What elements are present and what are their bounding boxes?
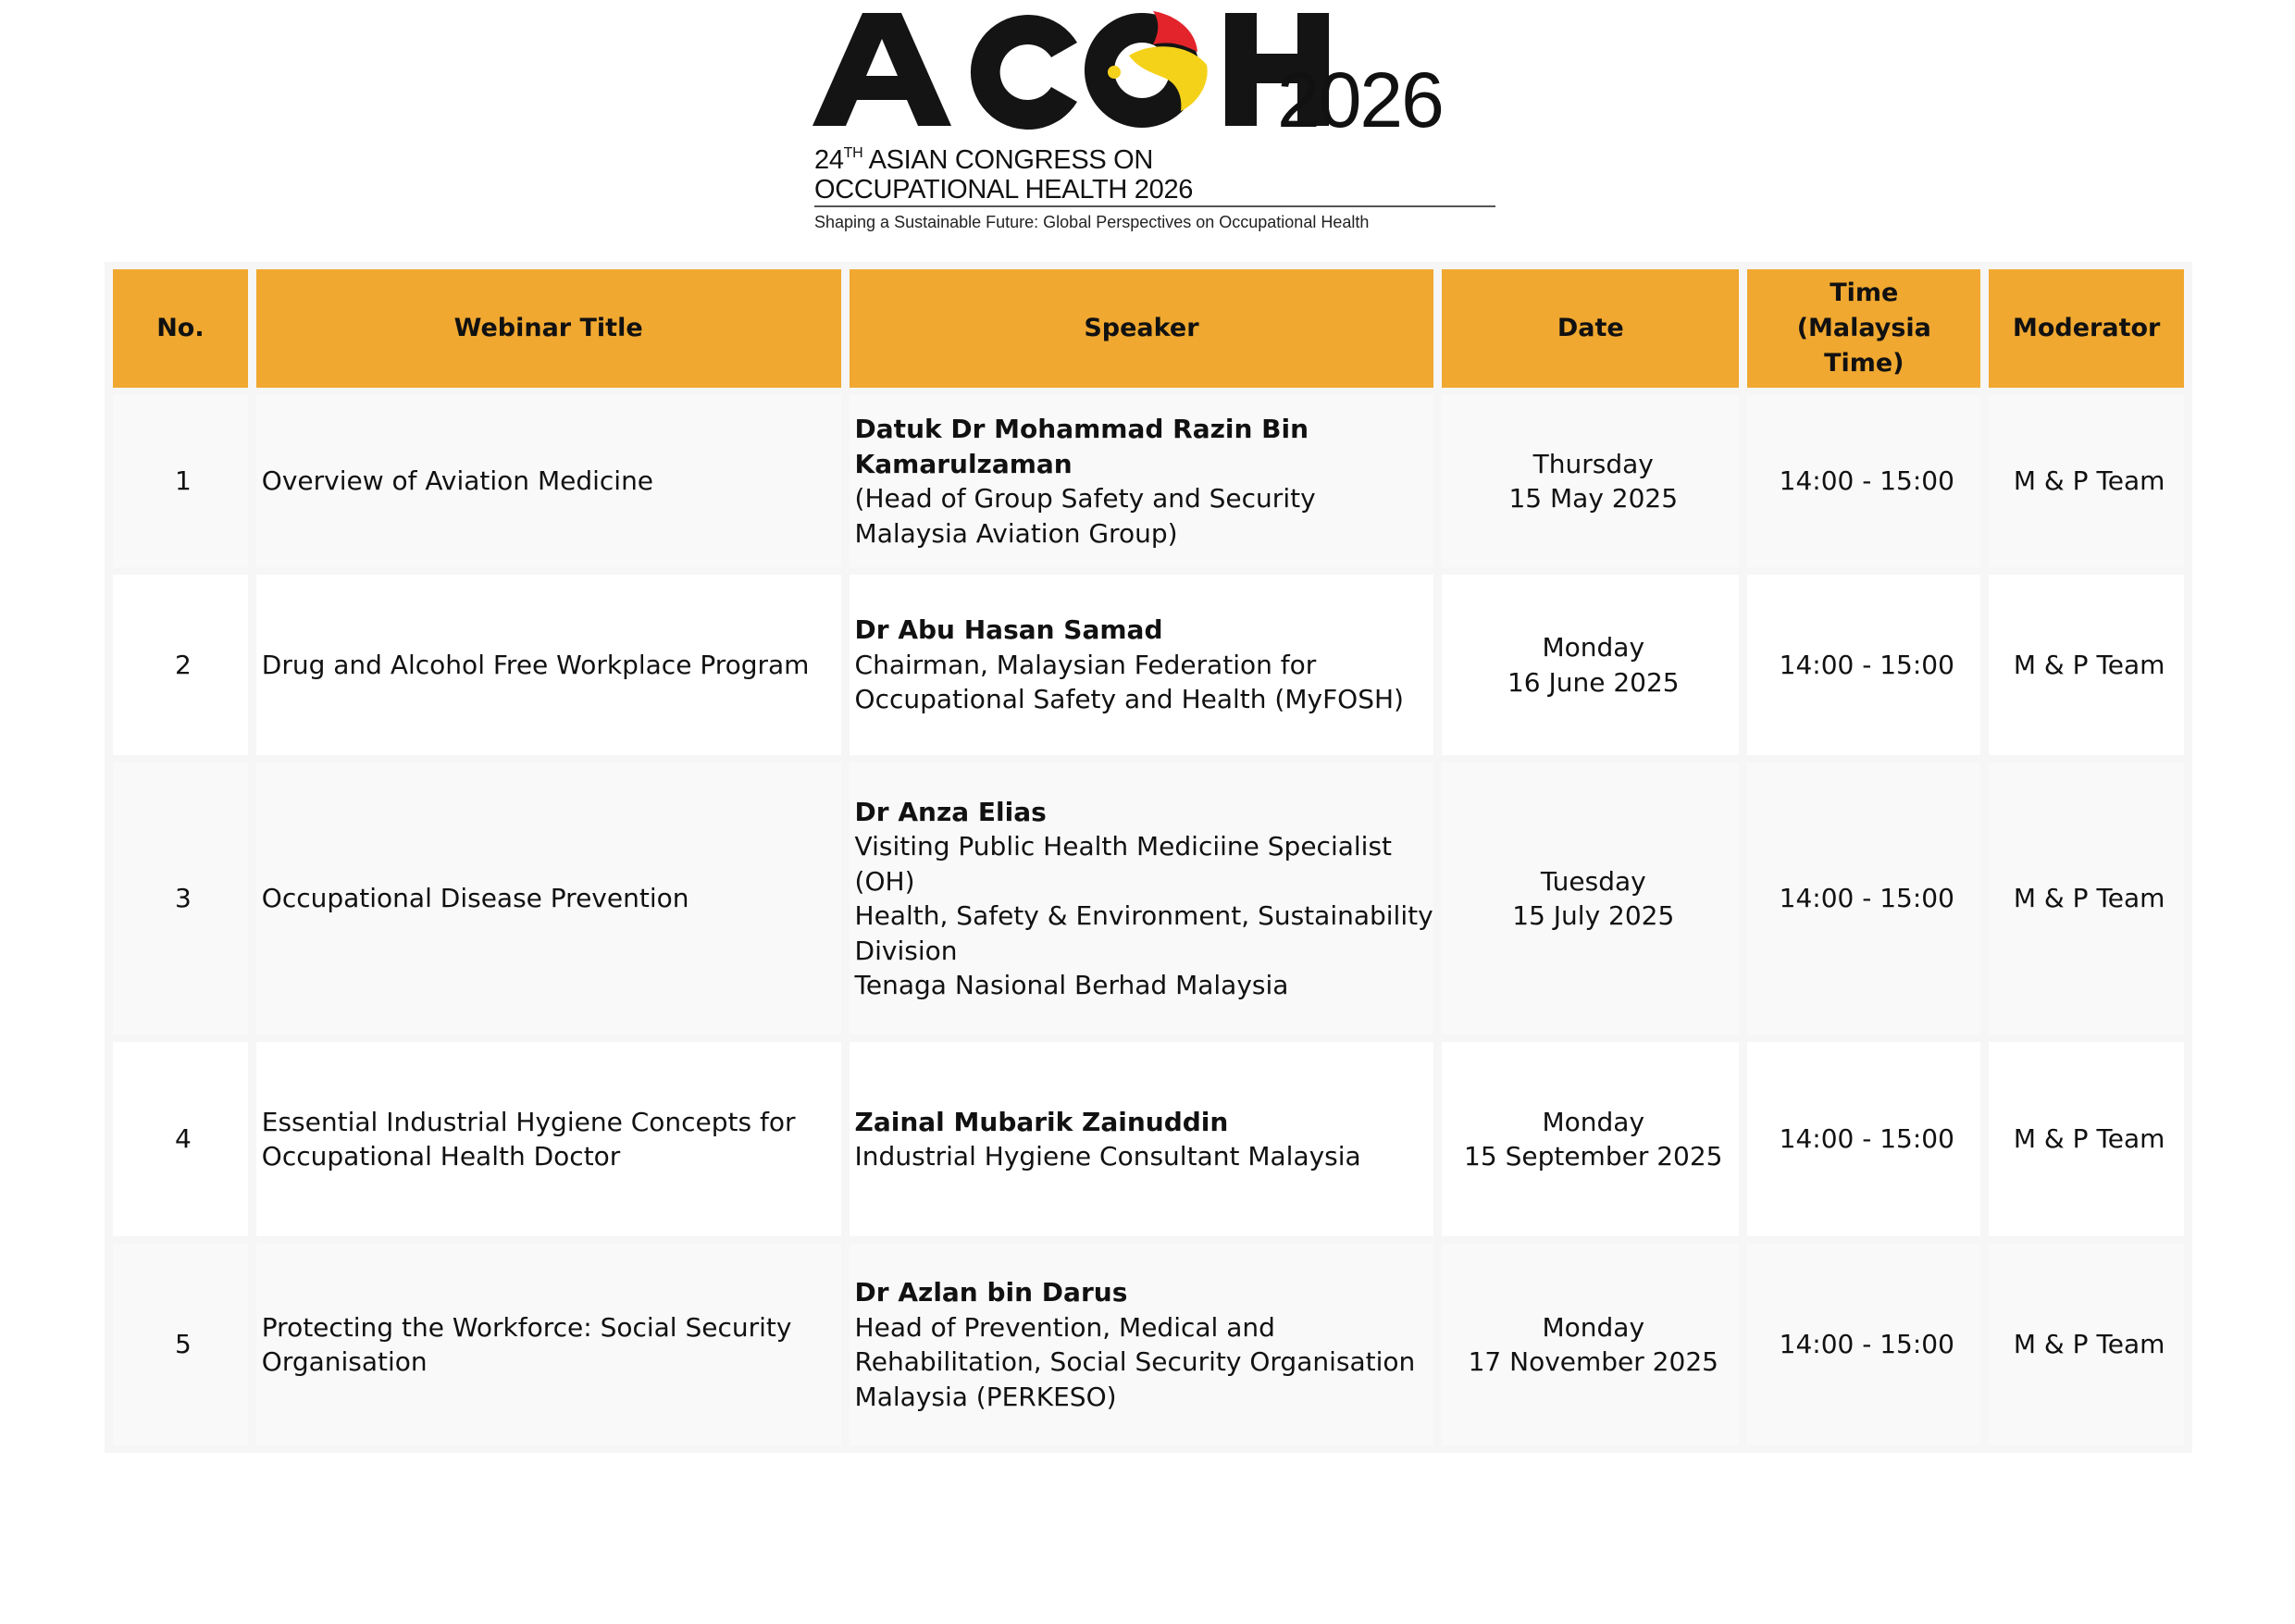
speaker-name: Datuk Dr Mohammad Razin Bin Kamarulzaman — [854, 414, 1309, 479]
date-cell — [1442, 1244, 1739, 1445]
speaker-affiliation: Visiting Public Health Mediciine Specialist (OH) — [854, 831, 1393, 897]
date-cell — [1442, 762, 1739, 1035]
col-header-moderator: Moderator — [1989, 269, 2184, 388]
webinar-date: 17 November 2025 — [1468, 1346, 1718, 1377]
speaker-affiliation: Head of Prevention, Medical and Rehabilitation, Social Security Organisation Malaysia (PERKESO) — [854, 1311, 1416, 1412]
webinar-day: Monday — [1542, 1106, 1645, 1137]
col-header-no: No. — [113, 269, 248, 388]
webinar-time: 14:00 - 15:00 — [1747, 395, 1980, 567]
webinar-time: 14:00 - 15:00 — [1747, 762, 1980, 1035]
moderator: M & P Team — [1989, 762, 2184, 1035]
speaker-cell — [850, 1042, 1434, 1236]
webinar-day: Tuesday — [1540, 865, 1646, 897]
congress-name-part1: ASIAN CONGRESS ON — [862, 145, 1154, 175]
row-number: 1 — [113, 395, 248, 567]
congress-ordinal-suffix: TH — [843, 145, 863, 161]
col-header-time — [1747, 269, 1980, 388]
acoh-logo — [809, 7, 1512, 229]
table-row — [113, 1244, 2184, 1445]
row-number: 3 — [113, 762, 248, 1035]
moderator: M & P Team — [1989, 1244, 2184, 1445]
logo-year: 2026 — [1277, 56, 1443, 143]
col-header-time-label: Time — [1830, 279, 1899, 307]
webinar-time: 14:00 - 15:00 — [1747, 1042, 1980, 1236]
col-header-webinar-title: Webinar Title — [256, 269, 841, 388]
row-number: 2 — [113, 575, 248, 755]
table-header-row — [113, 269, 2184, 388]
speaker-cell — [850, 575, 1434, 755]
table-row — [113, 762, 2184, 1035]
webinar-title: Occupational Disease Prevention — [256, 762, 841, 1035]
speaker-name: Dr Anza Elias — [854, 796, 1047, 827]
col-header-time-zone: (Malaysia Time) — [1796, 314, 1931, 378]
speaker-name: Zainal Mubarik Zainuddin — [854, 1106, 1229, 1137]
row-number: 5 — [113, 1244, 248, 1445]
table-row — [113, 575, 2184, 755]
webinar-day: Thursday — [1532, 448, 1654, 479]
speaker-name: Dr Azlan bin Darus — [854, 1277, 1128, 1308]
webinar-time: 14:00 - 15:00 — [1747, 1244, 1980, 1445]
webinar-date: 15 September 2025 — [1464, 1141, 1723, 1172]
col-header-speaker: Speaker — [850, 269, 1434, 388]
speaker-name: Dr Abu Hasan Samad — [854, 614, 1163, 646]
date-cell — [1442, 395, 1739, 567]
col-header-date: Date — [1442, 269, 1739, 388]
webinar-time: 14:00 - 15:00 — [1747, 575, 1980, 755]
speaker-cell — [850, 762, 1434, 1035]
webinar-schedule-table — [105, 262, 2192, 1453]
speaker-affiliation: (Head of Group Safety and Security Malaysia Aviation Group) — [854, 483, 1316, 549]
table-row — [113, 395, 2184, 567]
webinar-title: Overview of Aviation Medicine — [256, 395, 841, 567]
speaker-affiliation: Health, Safety & Environment, Sustainability Division — [854, 900, 1433, 966]
row-number: 4 — [113, 1042, 248, 1236]
webinar-date: 15 July 2025 — [1512, 900, 1675, 931]
table-row — [113, 1042, 2184, 1236]
webinar-date: 15 May 2025 — [1508, 483, 1679, 514]
webinar-title: Essential Industrial Hygiene Concepts for Occupational Health Doctor — [256, 1042, 841, 1236]
date-cell — [1442, 1042, 1739, 1236]
congress-ordinal: 24 — [814, 145, 844, 175]
webinar-title: Protecting the Workforce: Social Security Organisation — [256, 1244, 841, 1445]
congress-ordinal-line — [814, 146, 1153, 174]
date-cell — [1442, 575, 1739, 755]
moderator: M & P Team — [1989, 575, 2184, 755]
speaker-cell — [850, 1244, 1434, 1445]
speaker-affiliation: Industrial Hygiene Consultant Malaysia — [854, 1141, 1361, 1172]
logo-divider — [814, 205, 1495, 207]
moderator: M & P Team — [1989, 1042, 2184, 1236]
webinar-title: Drug and Alcohol Free Workplace Program — [256, 575, 841, 755]
congress-tagline: Shaping a Sustainable Future: Global Perspectives on Occupational Health — [814, 213, 1370, 231]
speaker-affiliation: Tenaga Nasional Berhad Malaysia — [854, 970, 1289, 1000]
webinar-day: Monday — [1542, 632, 1645, 663]
webinar-date: 16 June 2025 — [1507, 666, 1680, 698]
moderator: M & P Team — [1989, 395, 2184, 567]
webinar-day: Monday — [1542, 1311, 1645, 1343]
speaker-affiliation: Chairman, Malaysian Federation for Occupational Safety and Health (MyFOSH) — [854, 649, 1404, 715]
speaker-cell — [850, 395, 1434, 567]
congress-name-part2: OCCUPATIONAL HEALTH 2026 — [814, 175, 1194, 205]
